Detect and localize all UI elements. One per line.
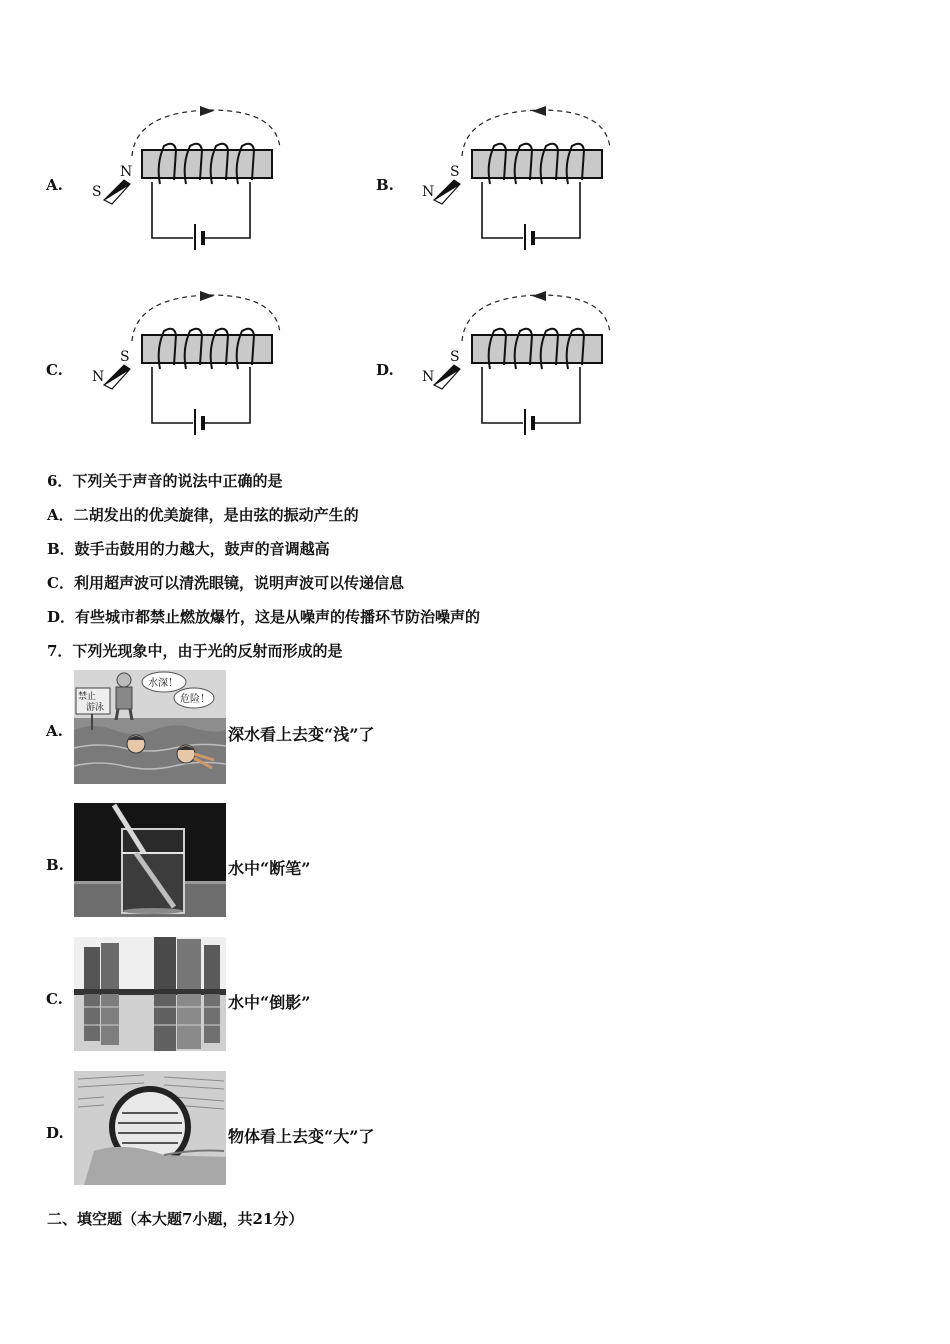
q5-option-d-needle-top-pole: S [450,349,460,365]
q6-option-a: A．二胡发出的优美旋律，是由弦的振动产生的 [47,506,359,524]
q5-option-d-diagram [370,285,640,445]
q5-option-a-needle-top-pole: N [120,164,133,180]
q7-option-d-image [74,1071,226,1185]
q5-option-c-diagram [40,285,310,445]
q5-option-b-needle-bottom-pole: N [422,184,435,200]
q7-option-d-caption: 物体看上去变“大”了 [228,1127,375,1146]
q5-option-a-diagram [40,100,310,260]
q5-option-c-battery [195,409,203,435]
q7-option-a-caption: 深水看上去变“浅”了 [228,725,375,744]
q5-option-a-circuit [152,182,250,238]
q7-option-b-caption: 水中“断笔” [228,859,311,878]
q6-option-c: C．利用超声波可以清洗眼镜，说明声波可以传递信息 [47,574,404,592]
q5-option-c-circuit [152,367,250,423]
q5-option-d-needle-bottom-pole: N [422,369,435,385]
q5-option-d-direction-arrow [532,291,546,301]
q5-option-c [40,285,310,445]
q5-option-d-circuit [482,367,580,423]
q5-option-c-direction-arrow [200,291,214,301]
q5-option-d [370,285,640,445]
q7-option-b-label: B. [46,856,64,874]
q5-option-d-battery [525,409,533,435]
q5-option-b-label: B. [376,176,394,194]
q5-option-b-needle-top-pole: S [450,164,460,180]
q6-stem: 6．下列关于声音的说法中正确的是 [47,472,283,490]
q7-option-a-label: A. [46,722,63,740]
q5-option-c-label: C. [46,361,63,379]
q7-stem: 7．下列光现象中，由于光的反射而形成的是 [47,642,343,660]
q5-option-b [370,100,640,260]
q5-option-c-compass-needle [104,365,130,389]
q5-option-c-needle-bottom-pole: N [92,369,105,385]
section2-heading: 二、填空题（本大题7小题，共21分） [47,1210,304,1228]
q5-option-d-compass-needle [434,365,460,389]
q7-option-a-bubble2: 危险！ [180,694,210,705]
q7-option-a-sign-line1: 禁止 [78,692,97,702]
q5-option-a-compass-needle [104,180,130,204]
q5-option-b-direction-arrow [532,106,546,116]
q5-option-b-circuit [482,182,580,238]
q7-option-a-bubble1: 水深！ [148,678,178,689]
q7-option-b-image [74,803,226,917]
q5-option-a-label: A. [46,176,63,194]
q5-option-b-diagram [370,100,640,260]
q5-option-a-needle-bottom-pole: S [92,184,102,200]
q5-option-b-battery [525,224,533,250]
q5-option-b-compass-needle [434,180,460,204]
q6-option-d: D．有些城市都禁止燃放爆竹，这是从噪声的传播环节防治噪声的 [47,608,481,626]
q7-option-a-image [74,670,226,784]
q5-option-c-needle-top-pole: S [120,349,130,365]
q5-option-a [40,100,310,260]
q7-option-c-caption: 水中“倒影” [228,993,311,1012]
q7-option-c-image [74,937,226,1051]
q6-option-b: B．鼓手击鼓用的力越大，鼓声的音调越高 [47,540,330,558]
q7-option-c-label: C. [46,990,63,1008]
q5-option-a-direction-arrow [200,106,214,116]
q7-option-a-sign-line2: 游泳 [86,703,105,713]
q7-option-d-label: D. [46,1124,64,1142]
q5-option-d-label: D. [376,361,394,379]
q5-option-a-battery [195,224,203,250]
